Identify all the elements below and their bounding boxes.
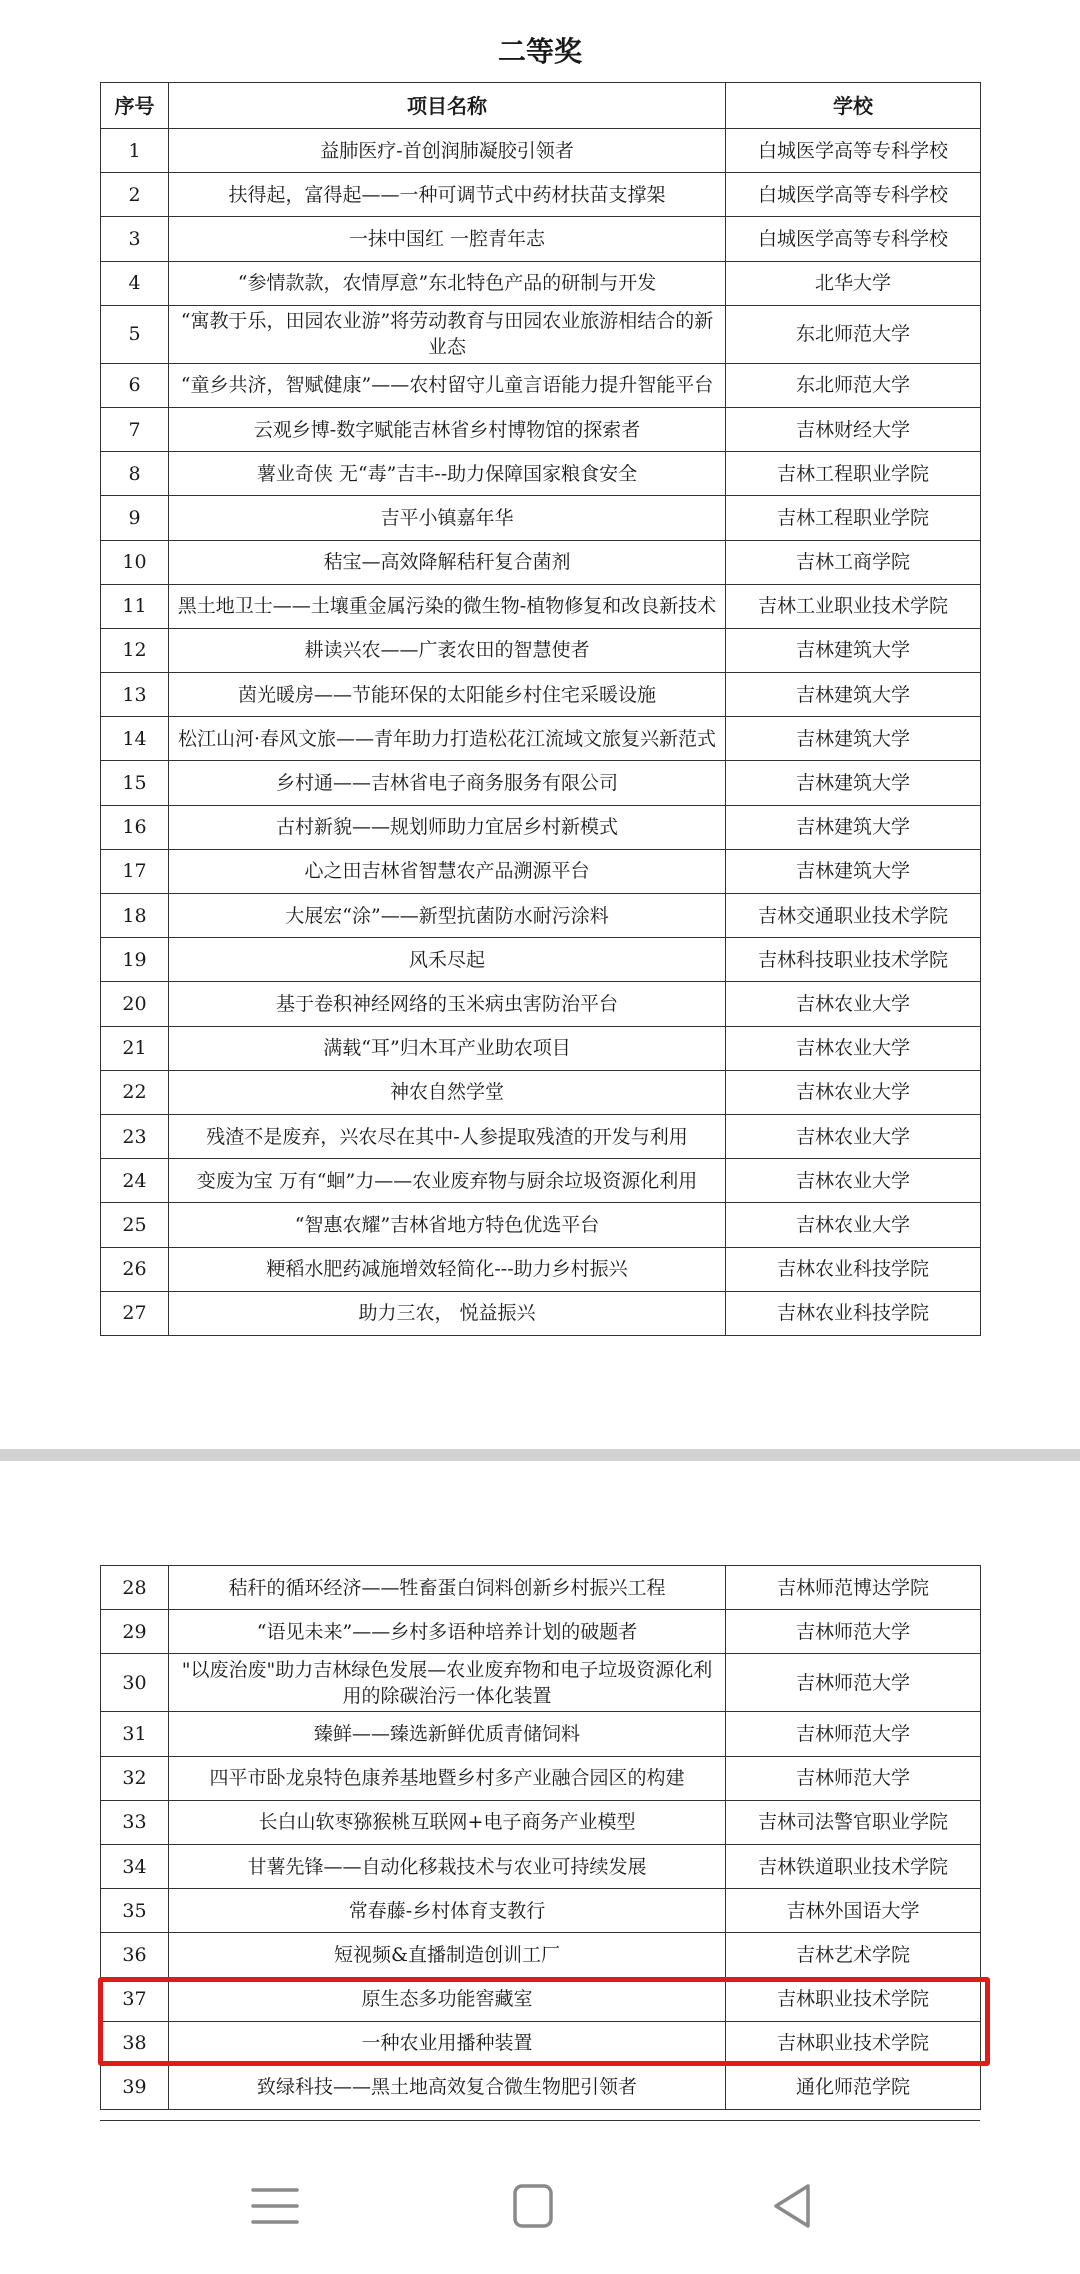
- cell-school: 吉林建筑大学: [726, 673, 981, 717]
- cell-no: 5: [101, 305, 169, 363]
- cell-no: 21: [101, 1026, 169, 1070]
- table-row: [101, 628, 981, 672]
- table-row: [101, 2065, 981, 2109]
- cell-project-name: 一抹中国红 一腔青年志: [169, 217, 726, 261]
- cell-no: 39: [101, 2065, 169, 2109]
- table-row: [101, 1114, 981, 1158]
- cell-school: 吉林外国语大学: [726, 1889, 981, 1933]
- cell-school: 东北师范大学: [726, 363, 981, 407]
- cell-school: 吉林建筑大学: [726, 761, 981, 805]
- cell-no: 36: [101, 1933, 169, 1977]
- cell-no: 19: [101, 938, 169, 982]
- table-row: [101, 1654, 981, 1712]
- cell-project-name: 四平市卧龙泉特色康养基地暨乡村多产业融合园区的构建: [169, 1756, 726, 1800]
- cell-no: 31: [101, 1712, 169, 1756]
- cell-no: 29: [101, 1610, 169, 1654]
- cell-no: 2: [101, 173, 169, 217]
- cell-school: 吉林科技职业技术学院: [726, 938, 981, 982]
- cell-school: 吉林艺术学院: [726, 1933, 981, 1977]
- cell-project-name: 古村新貌——规划师助力宜居乡村新模式: [169, 805, 726, 849]
- cell-school: 白城医学高等专科学校: [726, 217, 981, 261]
- cell-school: 吉林师范大学: [726, 1712, 981, 1756]
- table-row: [101, 1933, 981, 1977]
- page-separator: [0, 1449, 1080, 1461]
- system-nav-bar: [0, 2130, 1080, 2274]
- table-row: [101, 540, 981, 584]
- cell-school: 白城医学高等专科学校: [726, 129, 981, 173]
- header-school: 学校: [726, 83, 981, 129]
- cell-project-name: 满载“耳”归木耳产业助农项目: [169, 1026, 726, 1070]
- table-row: [101, 217, 981, 261]
- cell-school: 吉林工程职业学院: [726, 452, 981, 496]
- cell-no: 30: [101, 1654, 169, 1712]
- cell-school: 吉林农业大学: [726, 982, 981, 1026]
- cell-project-name: 变废为宝 万有“蛔”力——农业废弃物与厨余垃圾资源化利用: [169, 1159, 726, 1203]
- cell-no: 17: [101, 849, 169, 893]
- table-row: [101, 982, 981, 1026]
- page-title: 二等奖: [497, 35, 582, 68]
- cell-project-name: 吉平小镇嘉年华: [169, 496, 726, 540]
- cell-project-name: 大展宏“涂”——新型抗菌防水耐污涂料: [169, 894, 726, 938]
- cell-school: 吉林农业大学: [726, 1114, 981, 1158]
- table-row: [101, 1203, 981, 1247]
- cell-project-name: “参情款款，农情厚意”东北特色产品的研制与开发: [169, 261, 726, 305]
- cell-school: 东北师范大学: [726, 305, 981, 363]
- cell-project-name: 一种农业用播种装置: [169, 2021, 726, 2065]
- cell-no: 20: [101, 982, 169, 1026]
- cell-school: 吉林交通职业技术学院: [726, 894, 981, 938]
- cell-project-name: 原生态多功能窖藏室: [169, 1977, 726, 2021]
- cell-no: 12: [101, 628, 169, 672]
- table-row: [101, 261, 981, 305]
- cell-project-name: 致绿科技——黑土地高效复合微生物肥引领者: [169, 2065, 726, 2109]
- table-header-row: [101, 83, 981, 129]
- cell-no: 16: [101, 805, 169, 849]
- cell-project-name: 益肺医疗-首创润肺凝胶引领者: [169, 129, 726, 173]
- home-square-icon[interactable]: [503, 2176, 563, 2236]
- cell-no: 6: [101, 363, 169, 407]
- cell-school: 吉林师范大学: [726, 1610, 981, 1654]
- table-row: [101, 717, 981, 761]
- table-row: [101, 805, 981, 849]
- table-row: [101, 1712, 981, 1756]
- cell-no: 28: [101, 1566, 169, 1610]
- cell-school: 吉林农业大学: [726, 1026, 981, 1070]
- table-row: [101, 363, 981, 407]
- cell-project-name: 薯业奇侠 无“毒”吉丰--助力保障国家粮食安全: [169, 452, 726, 496]
- cell-school: 北华大学: [726, 261, 981, 305]
- cell-no: 25: [101, 1203, 169, 1247]
- table-row: [101, 129, 981, 173]
- table-row: [101, 849, 981, 893]
- cell-no: 9: [101, 496, 169, 540]
- cell-project-name: 心之田吉林省智慧农产品溯源平台: [169, 849, 726, 893]
- cell-project-name: 甘薯先锋——自动化移栽技术与农业可持续发展: [169, 1844, 726, 1888]
- cell-no: 35: [101, 1889, 169, 1933]
- cell-project-name: 秸宝—高效降解秸秆复合菌剂: [169, 540, 726, 584]
- cell-school: 吉林农业科技学院: [726, 1247, 981, 1291]
- cell-school: 吉林建筑大学: [726, 717, 981, 761]
- cell-school: 吉林农业大学: [726, 1070, 981, 1114]
- cell-no: 27: [101, 1291, 169, 1335]
- table-row: [101, 1610, 981, 1654]
- awards-table-top: [100, 82, 981, 1336]
- cell-project-name: 松江山河·春风文旅——青年助力打造松花江流域文旅复兴新范式: [169, 717, 726, 761]
- cell-school: 吉林建筑大学: [726, 849, 981, 893]
- table-row: [101, 584, 981, 628]
- cell-no: 26: [101, 1247, 169, 1291]
- cell-project-name: 风禾尽起: [169, 938, 726, 982]
- cell-no: 33: [101, 1800, 169, 1844]
- cell-school: 吉林铁道职业技术学院: [726, 1844, 981, 1888]
- cell-project-name: 云观乡博-数字赋能吉林省乡村博物馆的探索者: [169, 407, 726, 451]
- cell-no: 38: [101, 2021, 169, 2065]
- table-row: [101, 496, 981, 540]
- table-row: [101, 173, 981, 217]
- cell-school: 吉林师范大学: [726, 1654, 981, 1712]
- table-row: [101, 1566, 981, 1610]
- cell-project-name: 茵光暖房——节能环保的太阳能乡村住宅采暖设施: [169, 673, 726, 717]
- table-row: [101, 305, 981, 363]
- table-row: [101, 1800, 981, 1844]
- cell-project-name: 耕读兴农——广袤农田的智慧使者: [169, 628, 726, 672]
- cell-no: 3: [101, 217, 169, 261]
- cell-project-name: 臻鲜——臻选新鲜优质青储饲料: [169, 1712, 726, 1756]
- cell-no: 10: [101, 540, 169, 584]
- table-row: [101, 1889, 981, 1933]
- table-row: [101, 1247, 981, 1291]
- cell-project-name: “童乡共济，智赋健康”——农村留守儿童言语能力提升智能平台: [169, 363, 726, 407]
- cell-school: 吉林师范大学: [726, 1756, 981, 1800]
- menu-icon[interactable]: [245, 2176, 305, 2236]
- cell-project-name: 黑土地卫士——土壤重金属污染的微生物-植物修复和改良新技术: [169, 584, 726, 628]
- cell-school: 吉林司法警官职业学院: [726, 1800, 981, 1844]
- table-row: [101, 761, 981, 805]
- cell-project-name: 助力三农， 悦益振兴: [169, 1291, 726, 1335]
- header-name: 项目名称: [169, 83, 726, 129]
- table-row: [101, 1026, 981, 1070]
- highlight-box: [98, 1977, 990, 2066]
- cell-no: 14: [101, 717, 169, 761]
- cell-project-name: 常春藤-乡村体育支教行: [169, 1889, 726, 1933]
- cell-school: 吉林农业科技学院: [726, 1291, 981, 1335]
- cell-school: 吉林工程职业学院: [726, 496, 981, 540]
- table-row: [101, 1159, 981, 1203]
- cell-no: 8: [101, 452, 169, 496]
- cell-no: 4: [101, 261, 169, 305]
- cell-school: 吉林师范博达学院: [726, 1566, 981, 1610]
- cell-no: 15: [101, 761, 169, 805]
- cell-school: 吉林农业大学: [726, 1203, 981, 1247]
- cell-school: 吉林农业大学: [726, 1159, 981, 1203]
- cell-school: 白城医学高等专科学校: [726, 173, 981, 217]
- cell-no: 11: [101, 584, 169, 628]
- cell-school: 吉林建筑大学: [726, 805, 981, 849]
- cell-no: 18: [101, 894, 169, 938]
- table-row: [101, 1070, 981, 1114]
- table-row: [101, 673, 981, 717]
- table-row: [101, 407, 981, 451]
- cell-project-name: 乡村通——吉林省电子商务服务有限公司: [169, 761, 726, 805]
- cell-project-name: 扶得起，富得起——一种可调节式中药材扶苗支撑架: [169, 173, 726, 217]
- cell-no: 24: [101, 1159, 169, 1203]
- cell-school: 通化师范学院: [726, 2065, 981, 2109]
- cell-project-name: “寓教于乐，田园农业游”将劳动教育与田园农业旅游相结合的新业态: [169, 305, 726, 363]
- cell-project-name: 长白山软枣猕猴桃互联网+电子商务产业模型: [169, 1800, 726, 1844]
- table-row: [101, 1844, 981, 1888]
- cell-school: 吉林工业职业技术学院: [726, 584, 981, 628]
- cell-project-name: 神农自然学堂: [169, 1070, 726, 1114]
- cell-no: 22: [101, 1070, 169, 1114]
- cell-project-name: 短视频&直播制造创训工厂: [169, 1933, 726, 1977]
- header-no: 序号: [101, 83, 169, 129]
- table-row: [101, 894, 981, 938]
- cell-school: 吉林财经大学: [726, 407, 981, 451]
- cell-project-name: 基于卷积神经网络的玉米病虫害防治平台: [169, 982, 726, 1026]
- cell-project-name: “语见未来”——乡村多语种培养计划的破题者: [169, 1610, 726, 1654]
- cell-school: 吉林职业技术学院: [726, 1977, 981, 2021]
- cell-project-name: 残渣不是废弃，兴农尽在其中-人参提取残渣的开发与利用: [169, 1114, 726, 1158]
- table-row: [101, 938, 981, 982]
- cell-project-name: 粳稻水肥药减施增效轻简化---助力乡村振兴: [169, 1247, 726, 1291]
- cell-school: 吉林职业技术学院: [726, 2021, 981, 2065]
- cell-no: 1: [101, 129, 169, 173]
- cell-no: 34: [101, 1844, 169, 1888]
- table-row: [101, 1291, 981, 1335]
- cell-no: 23: [101, 1114, 169, 1158]
- cell-project-name: “智惠农耀”吉林省地方特色优选平台: [169, 1203, 726, 1247]
- cell-no: 13: [101, 673, 169, 717]
- table-row: [101, 452, 981, 496]
- table-cut-line: [100, 2120, 980, 2121]
- cell-no: 32: [101, 1756, 169, 1800]
- cell-school: 吉林工商学院: [726, 540, 981, 584]
- cell-school: 吉林建筑大学: [726, 628, 981, 672]
- cell-project-name: 秸秆的循环经济——牲畜蛋白饲料创新乡村振兴工程: [169, 1566, 726, 1610]
- cell-no: 7: [101, 407, 169, 451]
- back-triangle-icon[interactable]: [762, 2176, 822, 2236]
- table-row: [101, 1756, 981, 1800]
- cell-no: 37: [101, 1977, 169, 2021]
- cell-project-name: "以废治废"助力吉林绿色发展—农业废弃物和电子垃圾资源化利用的除碳治污一体化装置: [169, 1654, 726, 1712]
